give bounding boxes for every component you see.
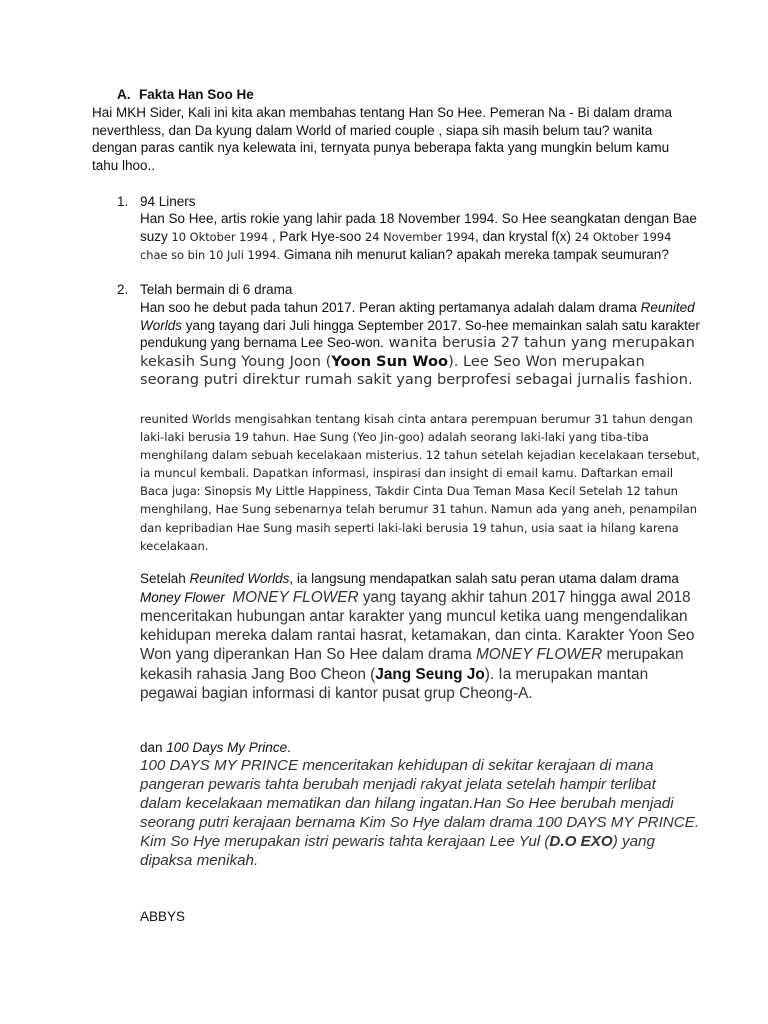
p3-money-flower-caps-2: MONEY FLOWER [475, 646, 603, 664]
item2-paragraph-2: reunited Worlds mengisahkan tentang kisah cinta antara perempuan berumur 31 tahun dengan laki-laki berusia 19 tahun. Hae Sung (Yeo Jin-goo) adalah seorang laki-laki yang tiba-tiba menghilang dalam sebuah kecelakaan misterius. 12 tahun setelah kejadian kecelakaan tersebut, ia muncul kembali. Dapatkan informasi, inspirasi dan insight di email kamu. Daftarkan email Baca juga: Sinopsis My Little Happiness, Takdir Cinta Dua Teman Masa Kecil Setelah 12 tahun menghilang, Hae Sung sebenarnya telah berumur 31 tahun. Namun ada yang aneh, penampilan dan kepribadian Hae Sung masih seperti laki-laki berusia 19 tahun, usia saat ia hilang karena kecelakaan. [140, 412, 700, 553]
p1-actor-name: Yoon Sun Woo [331, 352, 449, 370]
p3-actor-name: Jang Seung Jo [375, 665, 485, 683]
p3-drama-money-flower: Money Flower [140, 589, 225, 605]
item1-date-2: 24 November 1994 [364, 229, 475, 244]
list-title-1: 94 Liners [140, 194, 196, 209]
p3-text-c: , ia langsung mendapatkan salah satu peran utama dalam drama [289, 571, 679, 586]
p3-text-j: ). Ia merupakan mantan pegawai bagian informasi di kantor pusat grup Cheong-A. [140, 665, 649, 703]
heading-title: Fakta Han Soo He [139, 87, 254, 102]
footer-text: ABBYS [140, 909, 186, 924]
p3-drama-title: Reunited Worlds [189, 571, 290, 586]
list-number-2: 2. [117, 282, 129, 297]
intro-paragraph: Hai MKH Sider, Kali ini kita akan membahas tentang Han So Hee. Pemeran Na - Bi dalam drama neverthless, dan Da kyung dalam World of maried couple , siapa sih masih belum tau? wanita dengan paras cantik nya kelewata ini, ternyata punya beberapa fakta yang mungkin belum kamu tahu lhoo.. [92, 105, 673, 173]
p3-money-flower-caps: MONEY FLOWER [232, 588, 359, 606]
item1-text-2: , Park Hye-soo [268, 228, 365, 244]
p5-actor-name: D.O EXO [549, 833, 613, 851]
p4-drama-title: 100 Days My Prince [166, 740, 288, 755]
heading-number: A. [117, 87, 131, 102]
p4-text-c: . [287, 740, 291, 755]
p1-text-a: Han soo he debut pada tahun 2017. Peran akting pertamanya adalah dalam drama [140, 300, 641, 315]
p5-text-a: 100 DAYS MY PRINCE menceritakan kehidupan di sekitar kerajaan di mana pangeran pewaris tahta berubah menjadi rakyat jelata setelah hampir terlibat dalam kecelakaan mematikan dan hilang ingatan.Han So Hee berubah menjadi seorang putri kerajaan bernama Kim So Hye dalam drama 100 DAYS MY PRINCE. Kim So Hye merupakan istri pewaris tahta kerajaan Lee Yul ( [140, 757, 700, 851]
p1-text-f: ). Lee Seo Won merupakan seorang putri direktur rumah sakit yang berprofesi sebagai jurnalis fashion. [140, 352, 693, 388]
item2-paragraph-5 [140, 756, 700, 871]
item1-paragraph [140, 210, 700, 265]
item1-text-4: Gimana nih menurut kalian? apakah mereka tampak seumuran? [280, 247, 669, 263]
item1-date-1: 10 Oktober 1994 [171, 229, 269, 244]
p1-text-d: wanita berusia 27 tahun yang merupakan kekasih Sung Young Joon ( [140, 334, 695, 370]
list-number-1: 1. [117, 194, 129, 209]
list-title-2: Telah bermain di 6 drama [140, 282, 293, 297]
item2-paragraph-4 [140, 739, 700, 757]
item1-text-1: Han So Hee, artis rokie yang lahir pada 18 November 1994. So Hee seangkatan dengan Bae suzy [140, 211, 697, 244]
section-heading [117, 87, 254, 102]
p1-drama-title: Reunited Worlds [140, 300, 695, 333]
p5-text-c: ) yang dipaksa menikah. [140, 833, 655, 870]
p1-text-c: yang tayang dari Juli hingga September 2017. So-hee memainkan salah satu karakter pendukung yang bernama Lee Seo-won. [140, 317, 700, 351]
p3-text-h: merupakan kekasih rahasia Jang Boo Cheon ( [140, 646, 684, 683]
p3-text-a: Setelah [140, 571, 190, 586]
p3-text-f: yang tayang akhir tahun 2017 hingga awal 2018 menceritakan hubungan antar karakter yang muncul ketika uang mengendalikan kehidupan mereka dalam rantai hasrat, ketamakan, dan cinta. Karakter Yoon Seo Won yang diperankan Han So Hee dalam drama [140, 588, 695, 664]
p4-text-a: dan [140, 740, 167, 755]
item2-paragraph-3 [140, 570, 700, 703]
item1-date-3: 24 Oktober 1994 chae so bin 10 Juli 1994. [140, 229, 672, 263]
item1-text-3: , dan krystal f(x) [474, 228, 575, 244]
item2-paragraph-1 [140, 299, 700, 389]
